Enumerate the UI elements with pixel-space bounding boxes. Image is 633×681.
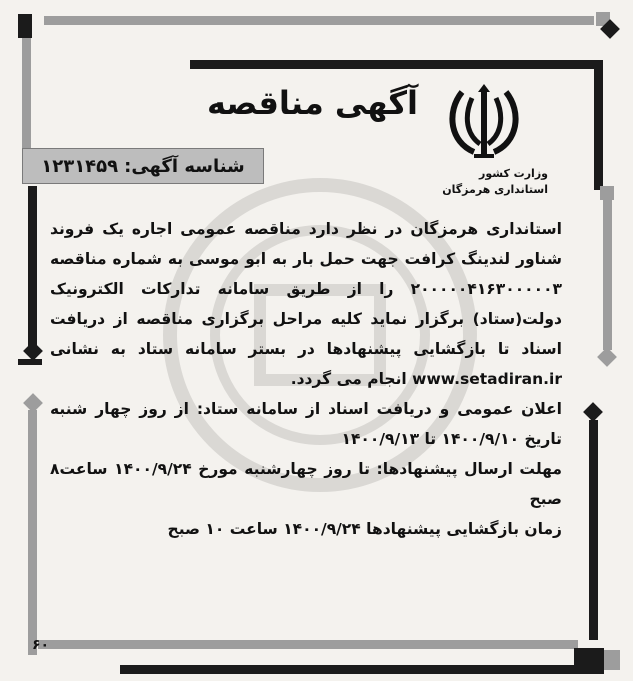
frame-corner-bottom-right [574, 648, 604, 674]
frame-bar-left-upper [22, 38, 31, 148]
ministry-line-1: وزارت کشور [479, 167, 548, 180]
frame-bar-bottom-dark [120, 665, 575, 674]
paragraph-opening: زمان بازگشایی پیشنهادها ۱۴۰۰/۹/۲۴ ساعت ۱۰ صبح [167, 520, 562, 538]
frame-diamond [23, 341, 43, 361]
frame-bar [604, 650, 620, 670]
notice-id-box [22, 148, 264, 184]
frame-bar-top-gray [44, 16, 594, 25]
frame-bar-left-lower [28, 410, 37, 655]
paragraph-description-end: انجام می گردد. [290, 370, 407, 388]
frame-diamond [583, 402, 603, 422]
paragraph-deadline: مهلت ارسال پیشنهادها: تا روز چهارشنبه مورخ ۱۴۰۰/۹/۲۴ ساعت۸ صبح [50, 460, 562, 508]
iran-emblem-icon [444, 82, 524, 162]
paragraph-announcement: اعلان عمومی و دریافت اسناد از سامانه ستاد: از روز چهار شنبه تاریخ ۱۴۰۰/۹/۱۰ تا ۱۴۰۰/۹/۱۳ [50, 400, 562, 448]
frame-bar-left-dark [28, 186, 37, 346]
frame-diamond [597, 347, 617, 367]
frame-bar-right-upper [594, 60, 603, 190]
paragraph-description-text: استانداری هرمزگان در نظر دارد مناقصه عمومی اجاره یک فروند شناور لندینگ کرافت جهت حمل بار به ابو موسی به شماره مناقصه ۲۰۰۰۰۰۴۱۶۳۰۰۰۰۰۳ را از طریق سامانه تدارکات الکترونیک دولت(ستاد) برگزار نماید کلیه مراحل برگزاری مناقصه از دریافت اسناد تا بازگشایی پیشنهادها در بستر سامانه ستاد به نشانی [50, 220, 562, 358]
frame-bar-bottom-gray [38, 640, 578, 649]
notice-body [50, 214, 562, 544]
frame-bar-right-gray [603, 200, 612, 350]
frame-bar-right-lower [589, 420, 598, 640]
paragraph-description [50, 214, 562, 394]
frame-bar [18, 359, 42, 365]
frame-bar [18, 28, 32, 38]
frame-bar-top-dark [190, 60, 600, 69]
ministry-name [438, 166, 548, 198]
notice-title: آگهی مناقصه [207, 84, 418, 122]
notice-id-value: ۱۲۳۱۴۵۹ [41, 155, 119, 177]
ministry-line-2: استانداری هرمزگان [442, 183, 548, 196]
setad-url-link[interactable]: www.setadiran.ir [412, 370, 562, 388]
frame-corner [600, 186, 614, 200]
notice-id-label: شناسه آگهی: [124, 155, 245, 177]
frame-corner-top-left [18, 14, 32, 28]
page-number: ۶۰ [32, 637, 50, 653]
